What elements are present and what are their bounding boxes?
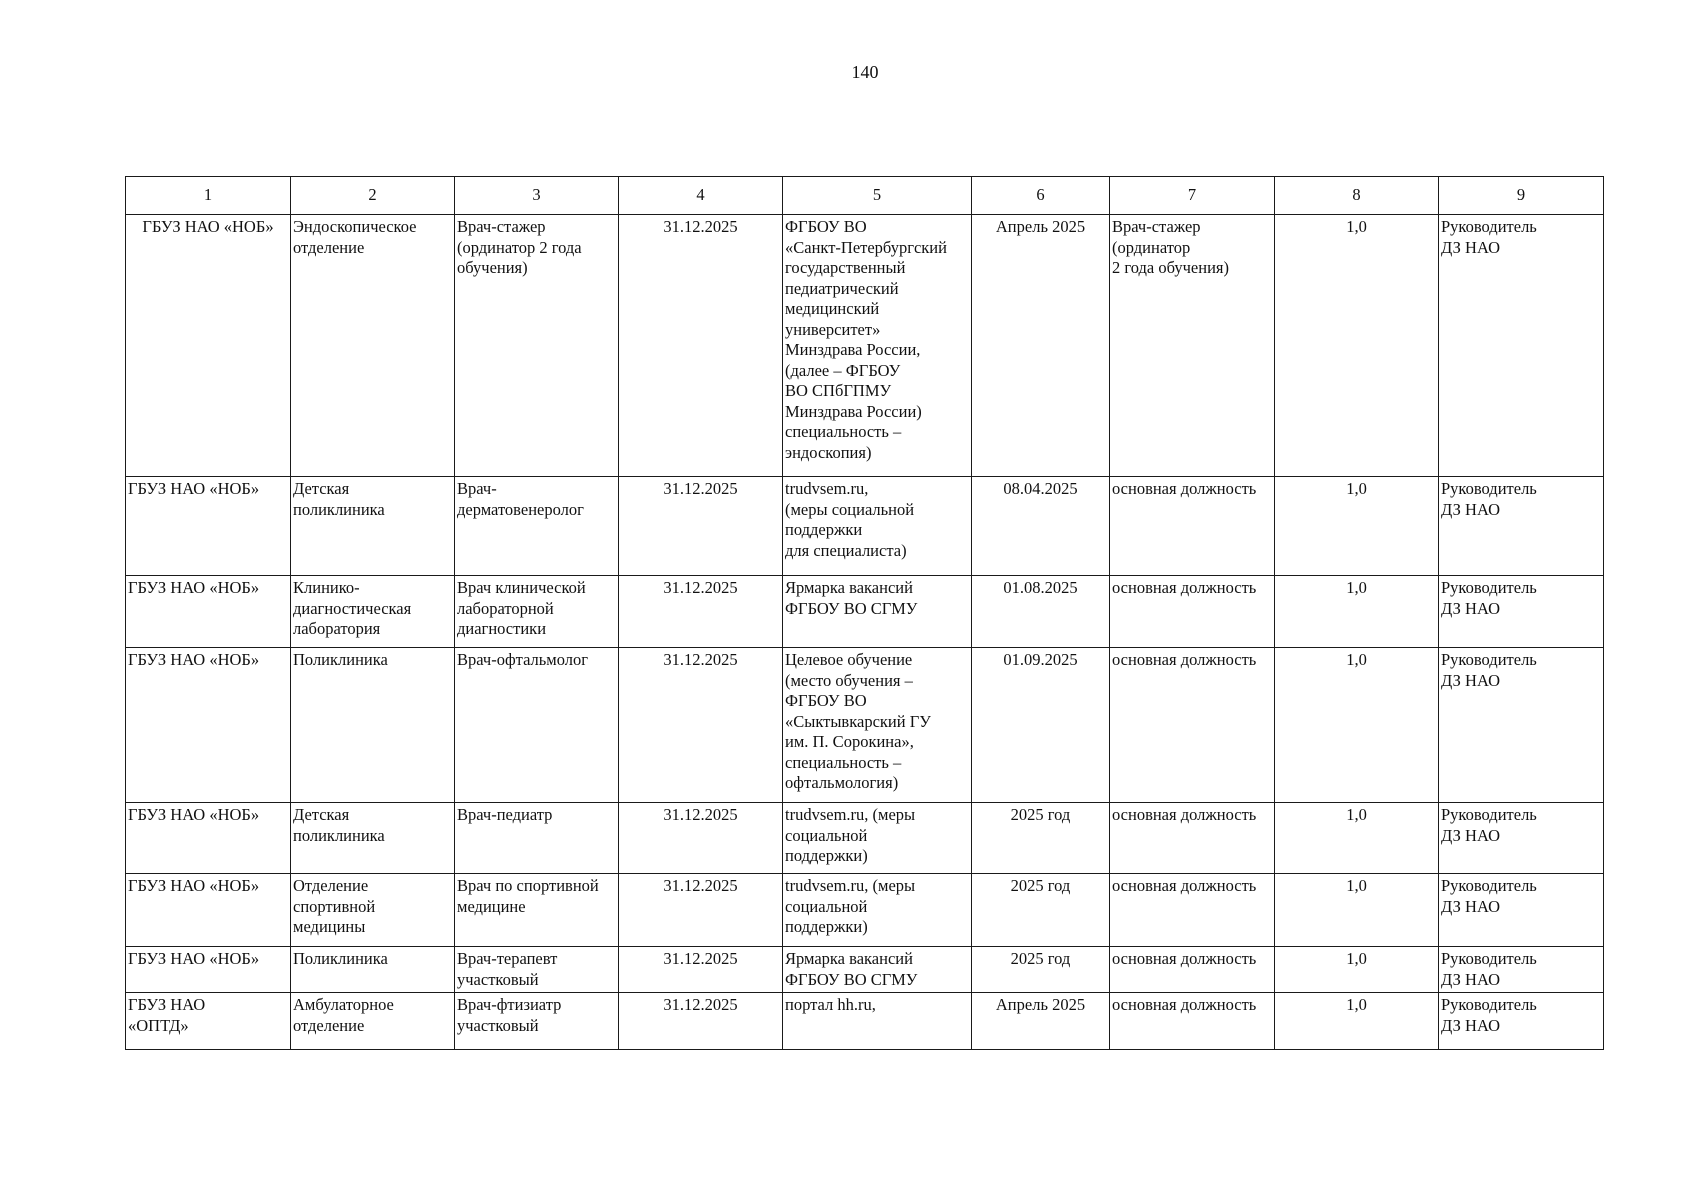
cell-employment-type: основная должность	[1110, 874, 1275, 947]
cell-source: Ярмарка вакансий ФГБОУ ВО СГМУ	[783, 576, 972, 648]
column-header: 6	[972, 177, 1110, 215]
cell-rate: 1,0	[1275, 993, 1439, 1050]
cell-date: 01.09.2025	[972, 648, 1110, 803]
cell-institution: ГБУЗ НАО «НОБ»	[126, 648, 291, 803]
cell-department: Поликлиника	[291, 648, 455, 803]
cell-deadline: 31.12.2025	[619, 947, 783, 993]
cell-deadline: 31.12.2025	[619, 215, 783, 477]
column-header: 5	[783, 177, 972, 215]
cell-source: trudvsem.ru, (меры социальной поддержки)	[783, 874, 972, 947]
cell-responsible: Руководитель ДЗ НАО	[1439, 947, 1604, 993]
cell-deadline: 31.12.2025	[619, 874, 783, 947]
cell-responsible: Руководитель ДЗ НАО	[1439, 576, 1604, 648]
cell-employment-type: Врач-стажер (ординатор 2 года обучения)	[1110, 215, 1275, 477]
table-row	[126, 215, 1604, 477]
column-header: 2	[291, 177, 455, 215]
cell-date: Апрель 2025	[972, 993, 1110, 1050]
column-header: 8	[1275, 177, 1439, 215]
cell-date: 08.04.2025	[972, 477, 1110, 576]
cell-employment-type: основная должность	[1110, 648, 1275, 803]
cell-source: trudvsem.ru, (меры социальной поддержки для специалиста)	[783, 477, 972, 576]
cell-institution: ГБУЗ НАО «НОБ»	[126, 576, 291, 648]
cell-source: Ярмарка вакансий ФГБОУ ВО СГМУ	[783, 947, 972, 993]
cell-source: Целевое обучение (место обучения – ФГБОУ ВО «Сыктывкарский ГУ им. П. Сорокина», специальность – офтальмология)	[783, 648, 972, 803]
table-row	[126, 477, 1604, 576]
staffing-table	[125, 176, 1604, 1050]
cell-deadline: 31.12.2025	[619, 648, 783, 803]
cell-position: Врач клинической лабораторной диагностики	[455, 576, 619, 648]
cell-rate: 1,0	[1275, 477, 1439, 576]
cell-deadline: 31.12.2025	[619, 477, 783, 576]
cell-source: trudvsem.ru, (меры социальной поддержки)	[783, 803, 972, 874]
cell-responsible: Руководитель ДЗ НАО	[1439, 477, 1604, 576]
cell-rate: 1,0	[1275, 874, 1439, 947]
table-row	[126, 648, 1604, 803]
cell-responsible: Руководитель ДЗ НАО	[1439, 648, 1604, 803]
cell-date: 2025 год	[972, 947, 1110, 993]
cell-department: Отделение спортивной медицины	[291, 874, 455, 947]
cell-department: Эндоскопическое отделение	[291, 215, 455, 477]
cell-date: 2025 год	[972, 803, 1110, 874]
cell-deadline: 31.12.2025	[619, 576, 783, 648]
cell-date: 01.08.2025	[972, 576, 1110, 648]
table-row	[126, 576, 1604, 648]
cell-position: Врач-педиатр	[455, 803, 619, 874]
cell-institution: ГБУЗ НАО «НОБ»	[126, 874, 291, 947]
cell-rate: 1,0	[1275, 576, 1439, 648]
cell-employment-type: основная должность	[1110, 477, 1275, 576]
cell-source: ФГБОУ ВО «Санкт-Петербургский государственный педиатрический медицинский университет» Минздрава России, (далее – ФГБОУ ВО СПбГПМУ Минздрава России) специальность – эндоскопия)	[783, 215, 972, 477]
cell-institution: ГБУЗ НАО «НОБ»	[126, 477, 291, 576]
header-row	[126, 177, 1604, 215]
cell-department: Поликлиника	[291, 947, 455, 993]
cell-date: Апрель 2025	[972, 215, 1110, 477]
cell-institution: ГБУЗ НАО «НОБ»	[126, 215, 291, 477]
column-header: 1	[126, 177, 291, 215]
cell-responsible: Руководитель ДЗ НАО	[1439, 803, 1604, 874]
cell-position: Врач- дерматовенеролог	[455, 477, 619, 576]
cell-employment-type: основная должность	[1110, 993, 1275, 1050]
cell-responsible: Руководитель ДЗ НАО	[1439, 993, 1604, 1050]
cell-position: Врач-офтальмолог	[455, 648, 619, 803]
cell-rate: 1,0	[1275, 803, 1439, 874]
cell-department: Амбулаторное отделение	[291, 993, 455, 1050]
cell-deadline: 31.12.2025	[619, 803, 783, 874]
cell-rate: 1,0	[1275, 215, 1439, 477]
column-header: 4	[619, 177, 783, 215]
cell-rate: 1,0	[1275, 648, 1439, 803]
cell-position: Врач-стажер (ординатор 2 года обучения)	[455, 215, 619, 477]
table-row	[126, 803, 1604, 874]
cell-institution: ГБУЗ НАО «ОПТД»	[126, 993, 291, 1050]
column-header: 7	[1110, 177, 1275, 215]
cell-date: 2025 год	[972, 874, 1110, 947]
cell-position: Врач-терапевт участковый	[455, 947, 619, 993]
page-number: 140	[851, 62, 879, 82]
column-header: 3	[455, 177, 619, 215]
cell-institution: ГБУЗ НАО «НОБ»	[126, 803, 291, 874]
cell-position: Врач по спортивной медицине	[455, 874, 619, 947]
document-table-container	[125, 176, 1604, 1050]
column-header: 9	[1439, 177, 1604, 215]
cell-employment-type: основная должность	[1110, 947, 1275, 993]
cell-department: Детская поликлиника	[291, 477, 455, 576]
cell-deadline: 31.12.2025	[619, 993, 783, 1050]
cell-responsible: Руководитель ДЗ НАО	[1439, 215, 1604, 477]
cell-employment-type: основная должность	[1110, 803, 1275, 874]
cell-source: портал hh.ru,	[783, 993, 972, 1050]
cell-responsible: Руководитель ДЗ НАО	[1439, 874, 1604, 947]
table-row	[126, 874, 1604, 947]
cell-rate: 1,0	[1275, 947, 1439, 993]
table-row	[126, 947, 1604, 993]
cell-department: Клинико- диагностическая лаборатория	[291, 576, 455, 648]
cell-employment-type: основная должность	[1110, 576, 1275, 648]
table-row	[126, 993, 1604, 1050]
cell-department: Детская поликлиника	[291, 803, 455, 874]
cell-institution: ГБУЗ НАО «НОБ»	[126, 947, 291, 993]
cell-position: Врач-фтизиатр участковый	[455, 993, 619, 1050]
